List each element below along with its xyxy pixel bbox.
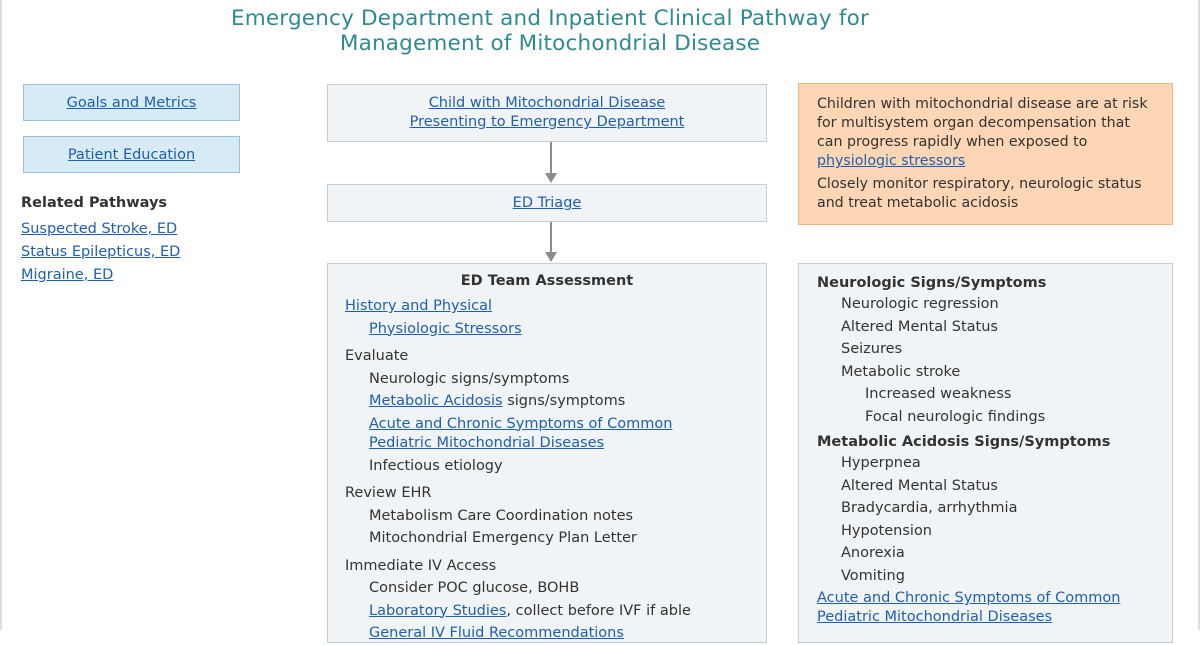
acute-chronic-symptoms-right-link[interactable]: Acute and Chronic Symptoms of Common Pediatric Mitochondrial Diseases — [817, 590, 1121, 625]
metabolic-item-bradycardia: Bradycardia, arrhythmia — [841, 500, 1018, 516]
flow-arrow-line-1 — [550, 142, 552, 174]
related-pathways-heading: Related Pathways — [21, 195, 168, 211]
related-pathways-list — [21, 218, 180, 287]
presenting-box[interactable] — [327, 84, 767, 142]
page-title-line-1: Emergency Department and Inpatient Clinical Pathway for — [230, 6, 870, 31]
related-link-status-epilepticus[interactable]: Status Epilepticus, ED — [21, 244, 181, 260]
metabolic-item-anorexia: Anorexia — [841, 545, 905, 561]
patient-education-link[interactable]: Patient Education — [67, 146, 196, 163]
page-title — [150, 6, 950, 56]
stroke-sub-weakness: Increased weakness — [865, 386, 1012, 402]
infectious-etiology-item: Infectious etiology — [369, 457, 503, 474]
flow-arrow-head-1 — [545, 173, 557, 183]
evaluate-label: Evaluate — [345, 348, 409, 364]
goals-metrics-button[interactable] — [23, 84, 240, 121]
neurologic-signs-item: Neurologic signs/symptoms — [369, 370, 570, 387]
frame-border-left — [0, 0, 2, 630]
metabolic-item-altered-mental-status: Altered Mental Status — [841, 477, 998, 494]
poc-glucose-item: Consider POC glucose, BOHB — [369, 580, 580, 596]
metabolism-notes-item: Metabolism Care Coordination notes — [369, 507, 634, 524]
risk-alert-text-1-body: Children with mitochondrial disease are at risk for multisystem organ decompensation that can progress rapidly when exposed to — [817, 96, 1148, 150]
metabolic-acidosis-suffix: signs/symptoms — [502, 393, 626, 409]
metabolic-acidosis-heading: Metabolic Acidosis Signs/Symptoms — [817, 434, 1111, 450]
related-link-suspected-stroke[interactable]: Suspected Stroke, ED — [21, 221, 178, 237]
patient-education-button[interactable] — [23, 136, 240, 173]
goals-metrics-link[interactable]: Goals and Metrics — [66, 94, 197, 111]
laboratory-studies-link[interactable]: Laboratory Studies — [369, 602, 507, 619]
stroke-sub-focal-findings: Focal neurologic findings — [865, 408, 1046, 425]
neuro-item-metabolic-stroke: Metabolic stroke — [841, 363, 961, 380]
iv-access-label: Immediate IV Access — [345, 557, 497, 574]
neurologic-signs-heading: Neurologic Signs/Symptoms — [817, 275, 1047, 291]
presenting-link-line-1[interactable]: Child with Mitochondrial Disease — [428, 95, 666, 111]
physiologic-stressors-link[interactable]: physiologic stressors — [817, 153, 966, 169]
metabolic-item-hypotension: Hypotension — [841, 522, 933, 539]
metabolic-acidosis-item — [345, 390, 749, 413]
flow-arrow-head-2 — [545, 252, 557, 262]
risk-alert-text-2: Closely monitor respiratory, neurologic status and treat metabolic acidosis — [817, 176, 1142, 211]
metabolic-acidosis-link[interactable]: Metabolic Acidosis — [369, 393, 503, 409]
laboratory-studies-item — [345, 600, 749, 623]
signs-symptoms-panel — [798, 263, 1173, 643]
flow-arrow-line-2 — [550, 222, 552, 253]
risk-alert-text-1 — [817, 95, 1154, 171]
presenting-link-line-2[interactable]: Presenting to Emergency Department — [409, 114, 685, 130]
neuro-item-altered-mental-status: Altered Mental Status — [841, 318, 998, 335]
neuro-item-regression: Neurologic regression — [841, 296, 999, 312]
ed-triage-link[interactable]: ED Triage — [512, 195, 582, 211]
physiologic-stressors-assessment-link[interactable]: Physiologic Stressors — [369, 320, 522, 337]
general-iv-fluid-link[interactable]: General IV Fluid Recommendations — [369, 625, 624, 641]
history-physical-link[interactable]: History and Physical — [345, 298, 493, 314]
ed-triage-box[interactable] — [327, 184, 767, 222]
risk-alert-box — [798, 83, 1173, 225]
acute-chronic-symptoms-link[interactable]: Acute and Chronic Symptoms of Common Pediatric Mitochondrial Diseases — [369, 415, 673, 451]
related-link-migraine[interactable]: Migraine, ED — [21, 267, 114, 283]
review-ehr-label: Review EHR — [345, 485, 432, 501]
ed-team-assessment-heading: ED Team Assessment — [460, 273, 634, 289]
page-title-line-2: Management of Mitochondrial Disease — [339, 31, 761, 56]
neuro-item-seizures: Seizures — [841, 341, 903, 357]
ed-team-assessment-panel — [327, 263, 767, 643]
laboratory-studies-suffix: , collect before IVF if able — [506, 602, 691, 619]
metabolic-item-vomiting: Vomiting — [841, 567, 905, 584]
emergency-plan-letter-item: Mitochondrial Emergency Plan Letter — [369, 530, 637, 546]
metabolic-item-hyperpnea: Hyperpnea — [841, 455, 921, 471]
